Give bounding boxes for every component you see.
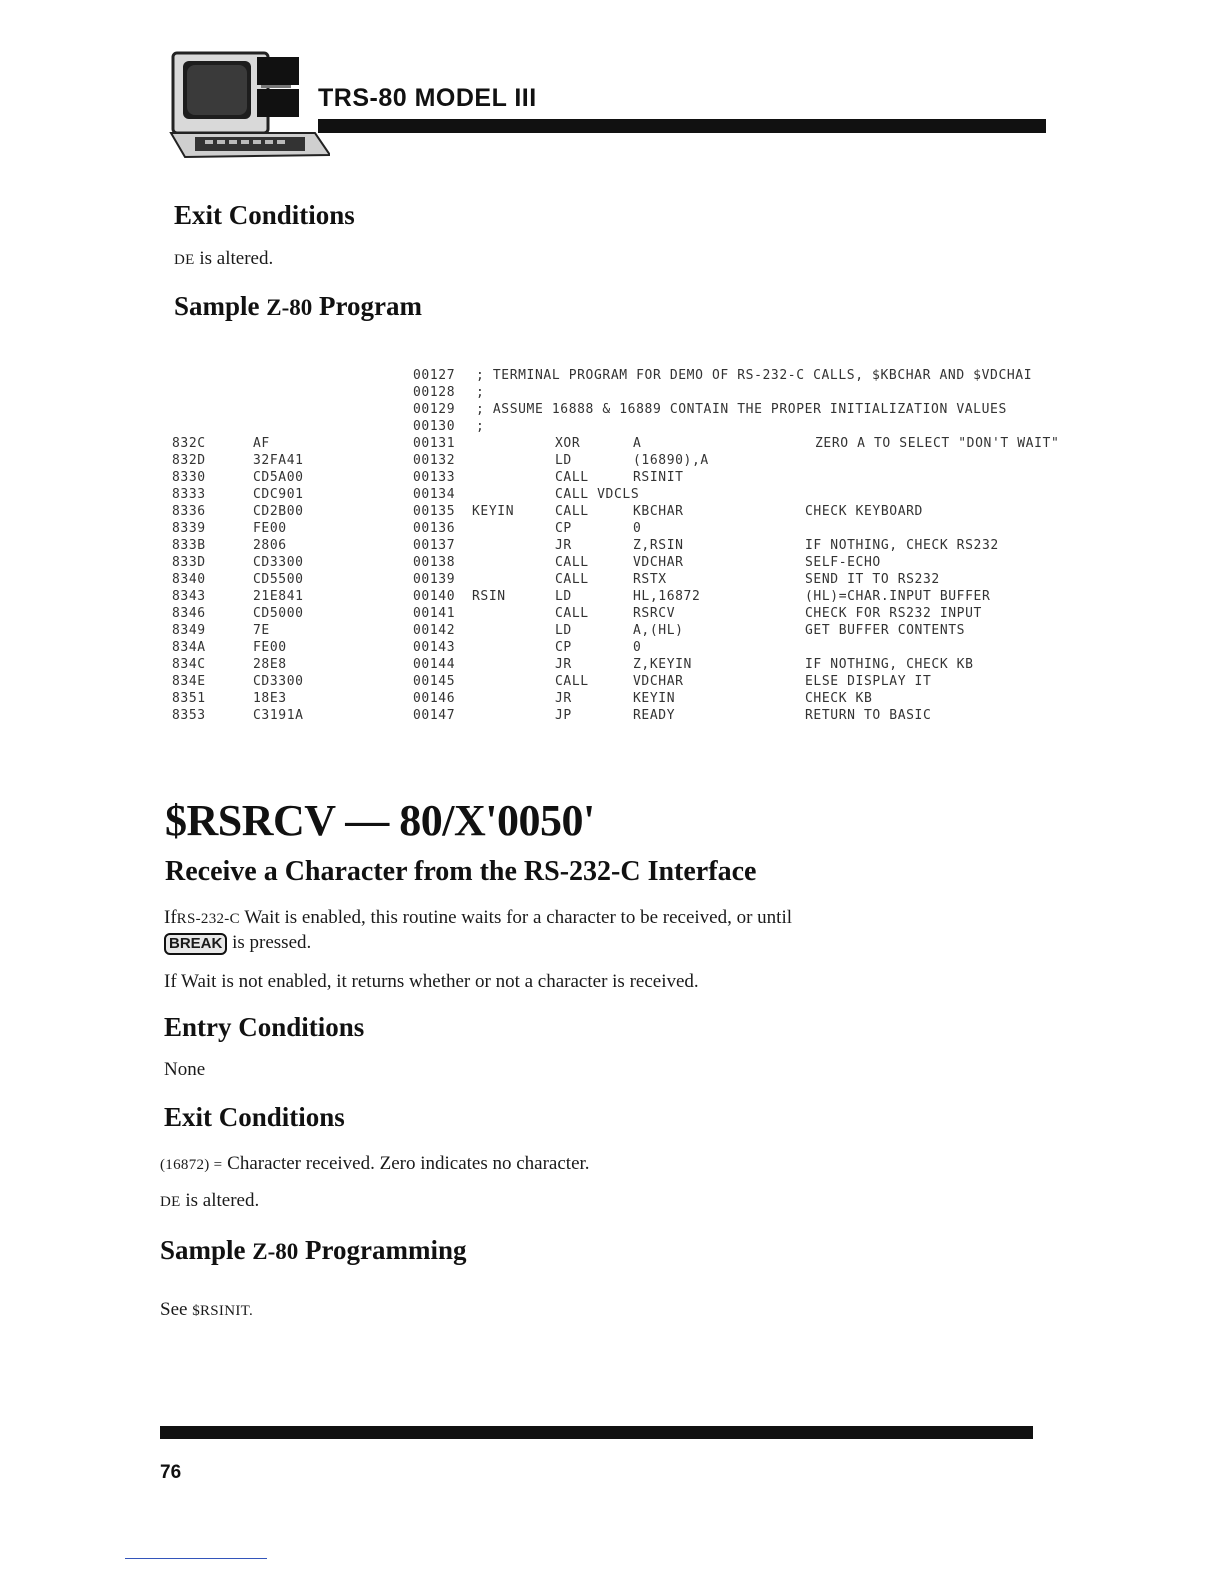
listing-line-number: 00143 [413, 640, 456, 655]
exit-conditions-heading-2: Exit Conditions [164, 1102, 345, 1132]
listing-opcode: JP [555, 708, 572, 723]
paragraph-wait-not-enabled: If Wait is not enabled, it returns whether or not a character is received. [164, 971, 699, 992]
exit-line1-text: Character received. Zero indicates no character. [227, 1153, 590, 1174]
listing-opcode: CALL [555, 504, 589, 519]
listing-object-code: CD5A00 [253, 470, 304, 485]
exit-condition-line-1 [160, 1152, 590, 1177]
listing-line-number: 00141 [413, 606, 456, 621]
listing-object-code: CDC901 [253, 487, 304, 502]
address-16872: (16872) = [160, 1157, 223, 1173]
listing-operand: VDCHAR [633, 555, 684, 570]
listing-object-code: 2806 [253, 538, 287, 553]
listing-opcode: XOR [555, 436, 581, 451]
listing-line-number: 00130 [413, 419, 456, 434]
sample2-heading-z80: Z-80 [252, 1239, 299, 1264]
listing-opcode: LD [555, 453, 572, 468]
listing-object-code: 28E8 [253, 657, 287, 672]
listing-opcode: LD [555, 589, 572, 604]
para1-pre: If [164, 907, 177, 928]
break-key-icon: BREAK [164, 933, 227, 955]
listing-line-number: 00131 [413, 436, 456, 451]
sample-programming-heading [160, 1235, 467, 1266]
listing-opcode: CALL [555, 606, 589, 621]
listing-address: 833B [172, 538, 206, 553]
register-de-2: DE [160, 1194, 181, 1210]
listing-operand: A [633, 436, 642, 451]
listing-object-code: CD5500 [253, 572, 304, 587]
page-number: 76 [160, 1462, 182, 1483]
listing-object-code: FE00 [253, 521, 287, 536]
listing-comment: ELSE DISPLAY IT [805, 674, 932, 689]
routine-title: $RSRCV — 80/X'0050' [165, 796, 595, 845]
exit-conditions-heading: Exit Conditions [174, 200, 355, 230]
listing-opcode: JR [555, 657, 572, 672]
exit-line2-text: is altered. [185, 1190, 260, 1211]
listing-address: 833D [172, 555, 206, 570]
listing-comment: CHECK KEYBOARD [805, 504, 923, 519]
listing-comment: CHECK FOR RS232 INPUT [805, 606, 982, 621]
listing-address: 8353 [172, 708, 206, 723]
listing-line-number: 00144 [413, 657, 456, 672]
listing-address: 834A [172, 640, 206, 655]
see-rsinit-link: $RSINIT. [192, 1303, 254, 1319]
header-title: TRS-80 MODEL III [318, 84, 537, 112]
header-rule [318, 119, 1046, 133]
entry-conditions-text: None [164, 1059, 206, 1080]
listing-operand: RSTX [633, 572, 667, 587]
listing-address: 834E [172, 674, 206, 689]
listing-operand: RSINIT [633, 470, 684, 485]
sample2-heading-pre: Sample [160, 1235, 253, 1265]
bottom-edge-line [125, 1558, 267, 1559]
listing-comment-line: ; [476, 385, 485, 400]
listing-line-number: 00127 [413, 368, 456, 383]
listing-object-code: 7E [253, 623, 270, 638]
listing-operand: Z,KEYIN [633, 657, 692, 672]
listing-line-number: 00138 [413, 555, 456, 570]
listing-comment: SELF-ECHO [805, 555, 881, 570]
listing-address: 8340 [172, 572, 206, 587]
sample-program-heading [174, 291, 422, 322]
listing-operand: RSRCV [633, 606, 676, 621]
listing-object-code: CD2B00 [253, 504, 304, 519]
listing-address: 8351 [172, 691, 206, 706]
entry-conditions-heading: Entry Conditions [164, 1012, 365, 1042]
listing-operand: READY [633, 708, 676, 723]
listing-comment: RETURN TO BASIC [805, 708, 932, 723]
listing-comment: ZERO A TO SELECT "DON'T WAIT" [815, 436, 1060, 451]
listing-comment: GET BUFFER CONTENTS [805, 623, 966, 638]
listing-operand: 0 [633, 521, 642, 536]
listing-address: 8343 [172, 589, 206, 604]
listing-line-number: 00129 [413, 402, 456, 417]
listing-comment-line: ; [476, 419, 485, 434]
listing-opcode: JR [555, 691, 572, 706]
listing-opcode: CALL [555, 572, 589, 587]
listing-address: 8346 [172, 606, 206, 621]
listing-opcode: CALL VDCLS [555, 487, 640, 502]
listing-opcode: CP [555, 521, 572, 536]
listing-object-code: CD3300 [253, 674, 304, 689]
exit-conditions-text [174, 247, 273, 272]
listing-object-code: CD5000 [253, 606, 304, 621]
listing-line-number: 00146 [413, 691, 456, 706]
sample2-heading-post: Programming [298, 1235, 467, 1265]
listing-opcode: CALL [555, 470, 589, 485]
listing-object-code: 32FA41 [253, 453, 304, 468]
listing-line-number: 00132 [413, 453, 456, 468]
listing-line-number: 00134 [413, 487, 456, 502]
listing-address: 834C [172, 657, 206, 672]
listing-comment-line: ; ASSUME 16888 & 16889 CONTAIN THE PROPER INITIALIZATION VALUES [476, 402, 1007, 417]
listing-comment: SEND IT TO RS232 [805, 572, 940, 587]
paragraph-wait-enabled [164, 906, 924, 955]
listing-line-number: 00136 [413, 521, 456, 536]
listing-object-code: 18E3 [253, 691, 287, 706]
trs80-computer-icon [165, 45, 330, 160]
listing-label: RSIN [472, 589, 506, 604]
listing-operand: VDCHAR [633, 674, 684, 689]
listing-line-number: 00147 [413, 708, 456, 723]
listing-line-number: 00137 [413, 538, 456, 553]
exit-condition-line-2 [160, 1189, 259, 1214]
listing-operand: KEYIN [633, 691, 676, 706]
see-reference [160, 1298, 253, 1323]
listing-opcode: JR [555, 538, 572, 553]
listing-operand: HL,16872 [633, 589, 701, 604]
register-de: DE [174, 252, 195, 268]
listing-comment: CHECK KB [805, 691, 873, 706]
listing-line-number: 00142 [413, 623, 456, 638]
listing-operand: 0 [633, 640, 642, 655]
footer-rule [160, 1426, 1033, 1439]
listing-address: 8333 [172, 487, 206, 502]
listing-object-code: CD3300 [253, 555, 304, 570]
listing-opcode: CALL [555, 555, 589, 570]
para1-text: Wait is enabled, this routine waits for a character to be received, or until [244, 907, 793, 928]
sample-heading-z80: Z-80 [266, 295, 313, 320]
listing-comment-line: ; TERMINAL PROGRAM FOR DEMO OF RS-232-C CALLS, $KBCHAR AND $VDCHAI [476, 368, 1033, 383]
listing-operand: KBCHAR [633, 504, 684, 519]
listing-address: 8339 [172, 521, 206, 536]
listing-comment: IF NOTHING, CHECK KB [805, 657, 974, 672]
sample-heading-post: Program [312, 291, 422, 321]
listing-operand: A,(HL) [633, 623, 684, 638]
see-pre: See [160, 1299, 193, 1320]
listing-line-number: 00145 [413, 674, 456, 689]
listing-operand: Z,RSIN [633, 538, 684, 553]
exit-conditions-value: is altered. [199, 248, 274, 269]
listing-line-number: 00140 [413, 589, 456, 604]
listing-opcode: CALL [555, 674, 589, 689]
listing-address: 8349 [172, 623, 206, 638]
listing-line-number: 00139 [413, 572, 456, 587]
para1-end: is pressed. [232, 932, 312, 953]
listing-object-code: 21E841 [253, 589, 304, 604]
listing-opcode: CP [555, 640, 572, 655]
listing-object-code: AF [253, 436, 270, 451]
listing-line-number: 00133 [413, 470, 456, 485]
listing-object-code: C3191A [253, 708, 304, 723]
listing-label: KEYIN [472, 504, 515, 519]
listing-address: 8336 [172, 504, 206, 519]
listing-operand: (16890),A [633, 453, 709, 468]
listing-address: 8330 [172, 470, 206, 485]
rs232c-term: RS-232-C [176, 911, 240, 927]
listing-object-code: FE00 [253, 640, 287, 655]
listing-comment: IF NOTHING, CHECK RS232 [805, 538, 999, 553]
listing-address: 832D [172, 453, 206, 468]
listing-address: 832C [172, 436, 206, 451]
sample-heading-pre: Sample [174, 291, 267, 321]
listing-opcode: LD [555, 623, 572, 638]
routine-subtitle: Receive a Character from the RS-232-C Interface [165, 856, 757, 887]
listing-line-number: 00135 [413, 504, 456, 519]
listing-line-number: 00128 [413, 385, 456, 400]
listing-comment: (HL)=CHAR.INPUT BUFFER [805, 589, 991, 604]
